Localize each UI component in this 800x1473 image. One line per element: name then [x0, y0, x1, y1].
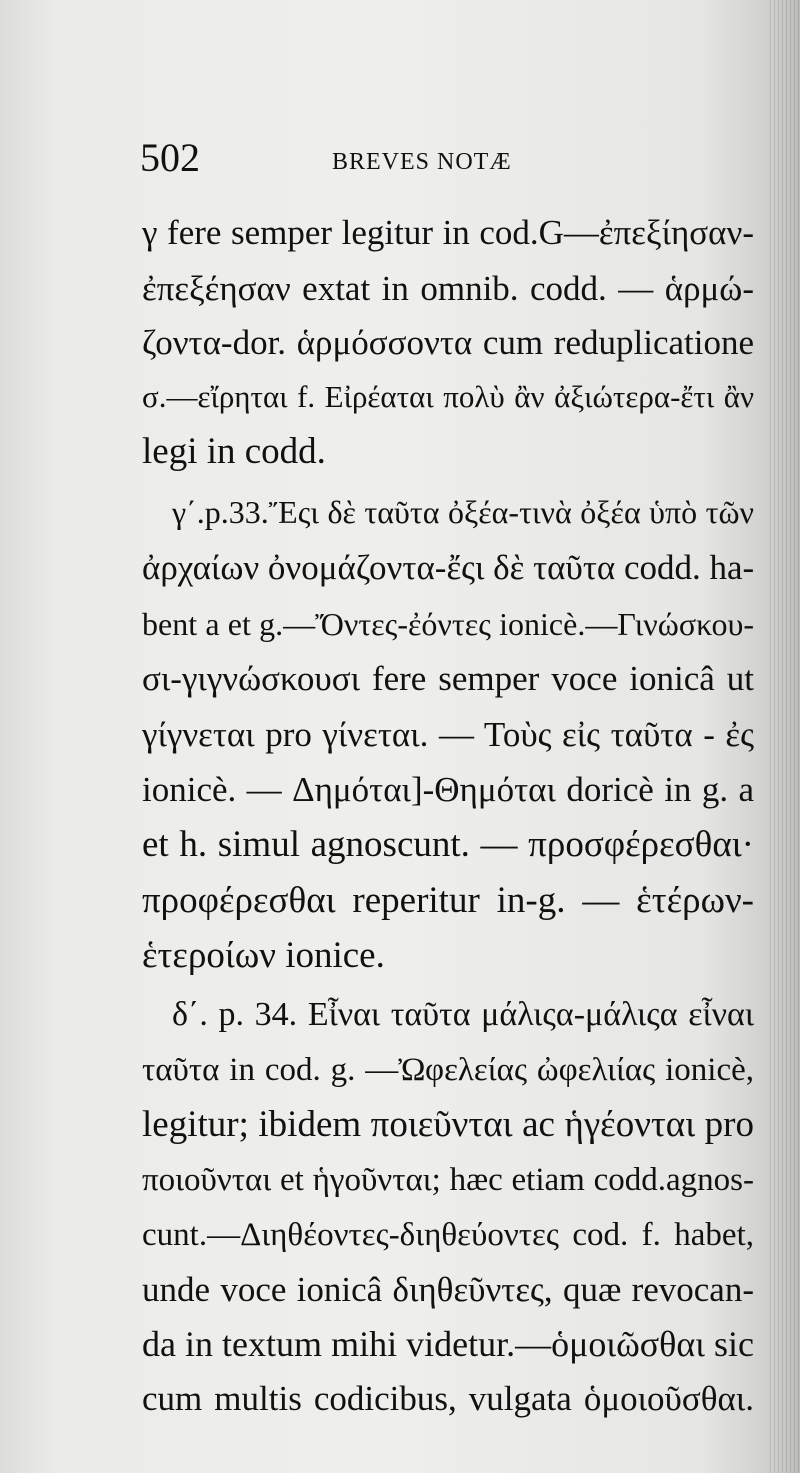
text-line: ἀρχαίων ὀνομάζοντα-ἔςι δὲ ταῦτα codd. ha-	[142, 548, 755, 587]
text-line: γ΄.p.33.Ἔςι δὲ ταῦτα ὀξέα-τινὰ ὀξέα ὑπὸ τῶν	[172, 494, 754, 530]
text-line: γ fere semper legitur in cod.G—ἐπεξίησαν-	[142, 213, 754, 252]
page-number: 502	[140, 135, 200, 180]
text-line: ἐπεξέησαν extat in omnib. codd. — ἁρμώ-	[142, 269, 754, 308]
text-line: cum multis codicibus, vulgata ὁμοιοῦσθαι.	[142, 1379, 754, 1418]
text-line: unde voce ionicâ διηθεῦντες, quæ revocan-	[142, 1270, 754, 1309]
text-line: ionicè. — Δημόται]-Θημόται doricè in g. a	[142, 770, 754, 809]
text-line: δ΄. p. 34. Εἶναι ταῦτα μάλιςα-μάλιςα εἶναι	[172, 996, 754, 1033]
text-line: σ.—εἴρηται f. Εἰρέαται πολὺ ἂν ἀξιώτερα-ἔτι ἂν	[142, 379, 754, 414]
page-header	[136, 135, 696, 180]
text-line: legitur; ibidem ποιεῦνται ac ἡγέονται pro	[142, 1104, 754, 1145]
text-line: et h. simul agnoscunt. — προσφέρεσθαι·	[142, 824, 754, 865]
text-line: ταῦτα in cod. g. —Ὠφελείας ὠφελιίας ionicè,	[142, 1052, 754, 1088]
text-line: ποιοῦνται et ἡγοῦνται; hæc etiam codd.agnos-	[142, 1162, 754, 1198]
text-line: bent a et g.—Ὄντες-ἐόντες ionicè.—Γινώσκου-	[142, 606, 754, 642]
text-line: γίγνεται pro γίνεται. — Τοὺς εἰς ταῦτα - ἐς	[142, 715, 754, 754]
text-line: da in textum mihi videtur.—ὁμοιῶσθαι sic	[142, 1324, 754, 1364]
running-head: BREVES NOTÆ	[332, 149, 512, 175]
text-line: ζοντα-dor. ἁρμόσσοντα cum reduplicatione	[142, 323, 754, 362]
text-line: cunt.—Διηθέοντες-διηθεύοντες cod. f. habet,	[142, 1217, 754, 1253]
text-line: σι-γιγνώσκουσι fere semper voce ionicâ ut	[142, 659, 754, 698]
page-gutter-shadow	[770, 0, 800, 1473]
text-line: legi in codd.	[142, 431, 326, 472]
text-line: προφέρεσθαι reperitur in-g. — ἑτέρων-	[142, 880, 754, 921]
text-line: ἑτεροίων ionice.	[142, 935, 385, 976]
